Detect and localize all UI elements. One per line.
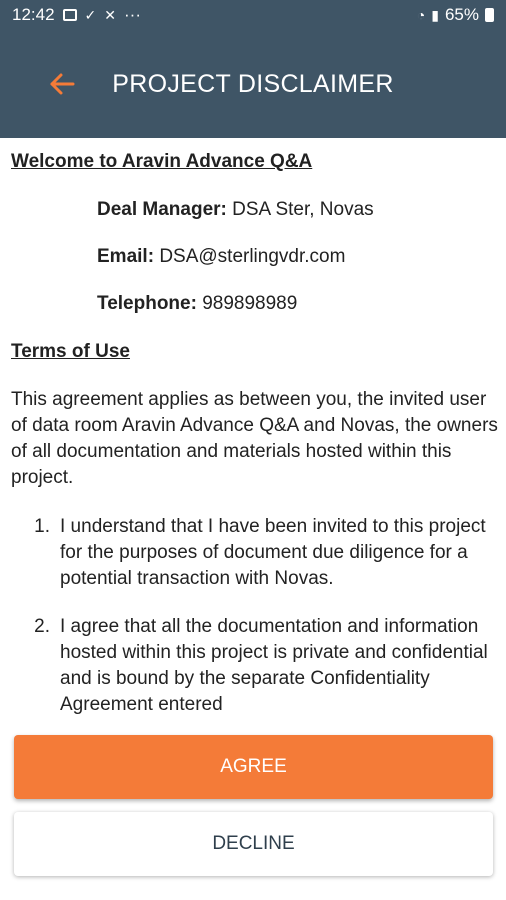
status-bar [0,0,506,30]
status-bar-left [12,5,141,25]
agree-button[interactable]: AGREE [14,735,493,799]
telephone-line [97,291,297,317]
tools-notification-icon: ✕ [104,7,117,23]
check-notification-icon: ✓ [84,7,97,23]
list-item-number: 2. [34,616,50,637]
list-item [11,614,501,718]
terms-heading: Terms of Use [11,341,130,362]
status-bar-right [417,5,494,25]
deal-manager-line [97,197,374,223]
page-title: PROJECT DISCLAIMER [112,70,394,98]
email-line [97,244,345,270]
list-item-number: 1. [34,516,50,537]
agreement-paragraph: This agreement applies as between you, the invited user of data room Aravin Advance Q&A and Novas, the owners of all documentation and materials hosted within this project. [11,389,498,488]
list-item-text: I understand that I have been invited to this project for the purposes of document due diligence for a potential transaction with Novas. [60,516,486,589]
battery-icon [485,8,494,22]
telephone-value: 989898989 [202,293,298,314]
deal-manager-label: Deal Manager: [97,199,227,220]
list-item-text: I agree that all the documentation and information hosted within this project is private and confidential and is bound by the separate Confidentiality Agreement entered [60,616,488,715]
list-item [11,514,501,592]
more-notifications-icon: ··· [124,5,141,24]
wifi-icon: ◔ [416,7,426,23]
status-time: 12:42 [12,5,55,24]
email-label: Email: [97,246,155,267]
deal-manager-value: DSA Ster, Novas [232,199,374,220]
welcome-heading: Welcome to Aravin Advance Q&A [11,151,313,172]
decline-button[interactable]: DECLINE [14,812,493,876]
gallery-notification-icon [63,9,77,21]
telephone-label: Telephone: [97,293,197,314]
terms-list [11,514,501,730]
battery-percent: 65% [444,5,479,24]
signal-icon: ▮ [431,7,439,23]
email-value: DSA@sterlingvdr.com [159,246,346,267]
disclaimer-content[interactable] [0,138,506,730]
app-bar [0,30,506,138]
